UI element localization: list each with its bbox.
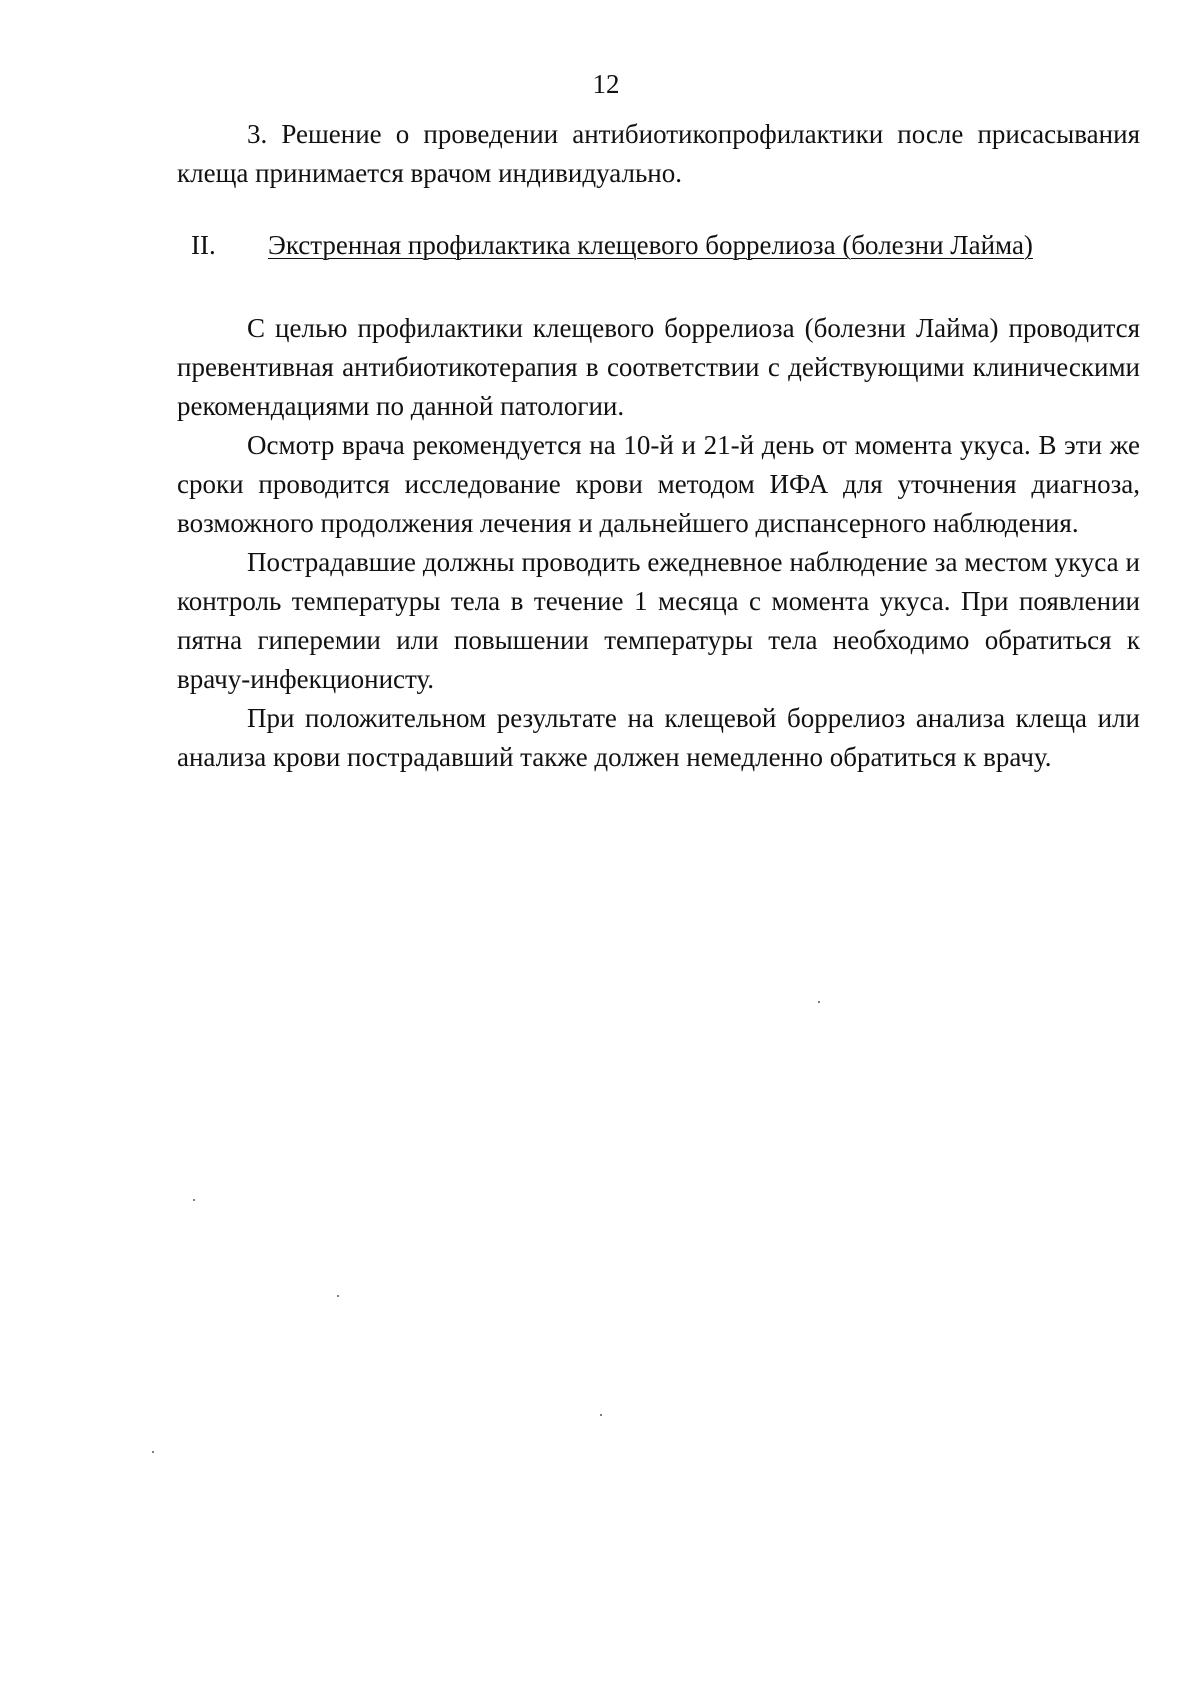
section-number: II. (191, 230, 216, 260)
scan-speck (600, 1414, 602, 1416)
scan-speck (818, 1001, 820, 1003)
scan-speck (337, 1295, 339, 1297)
section-heading (191, 226, 1140, 265)
spacer (177, 193, 1140, 226)
paragraph-observation: Пострадавшие должны проводить ежедневное наблюдение за местом укуса и контроль температуры тела в течение 1 месяца с момента укуса. При появлении пятна гиперемии или повышении температуры тела необходимо обратиться к врачу-инфекционисту. (177, 547, 1140, 694)
scan-speck (193, 1199, 195, 1201)
page-number: 12 (592, 69, 620, 99)
scan-speck (152, 1451, 154, 1453)
spacer (177, 265, 1140, 309)
paragraph-prophylaxis: С целью профилактики клещевого боррелиоза (болезни Лайма) проводится превентивная антибиотикотерапия в соответствии с действующими клиническими рекомендациями по данной патологии. (177, 313, 1140, 421)
item-3-paragraph: 3. Решение о проведении антибиотикопрофилактики после присасывания клеща принимается врачом индивидуально. (177, 119, 1140, 188)
paragraph-examination: Осмотр врача рекомендуется на 10-й и 21-й день от момента укуса. В эти же сроки проводится исследование крови методом ИФА для уточнения диагноза, возможного продолжения лечения и дальнейшего диспансерного наблюдения. (177, 430, 1140, 538)
document-body (177, 115, 1140, 777)
section-title: Экстренная профилактика клещевого боррелиоза (болезни Лайма) (268, 230, 1033, 260)
paragraph-positive-result: При положительном результате на клещевой боррелиоз анализа клеща или анализа крови пострадавший также должен немедленно обратиться к врачу. (177, 703, 1140, 772)
